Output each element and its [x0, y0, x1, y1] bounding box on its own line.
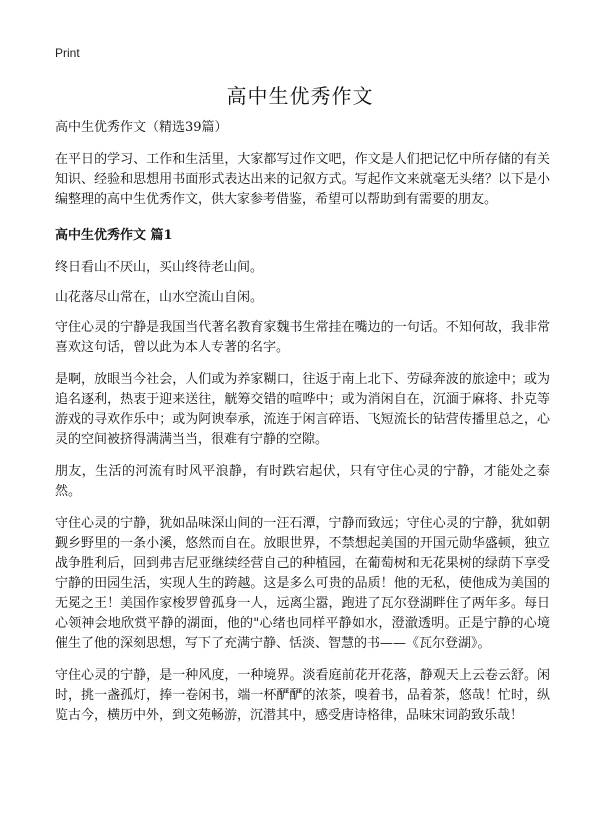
paragraph: 是啊，放眼当今社会，人们或为养家糊口，往返于南上北下、劳碌奔波的旅途中；或为追名逐利，热衷于迎来送往，觥筹交错的喧哗中；或为消闲自在，沉湎于麻将、扑克等游戏的寻欢作乐中；或为阿谀奉承，流连于闲言碎语、飞短流长的钻营传播里总之，心灵的空间被挤得满满当当，很难有宁静的空隙。 — [55, 372, 550, 447]
paragraph: 山花落尽山常在，山水空流山自闲。 — [55, 290, 264, 305]
paragraph: 朋友，生活的河流有时风平浪静，有时跌宕起伏，只有守住心灵的宁静，才能处之泰然。 — [55, 464, 550, 499]
paragraph: 守住心灵的宁静，犹如品味深山间的一汪石潭，宁静而致远；守住心灵的宁静，犹如朝觐乡野里的一条小溪，悠然而自在。放眼世界，不禁想起美国的开国元勋华盛顿，独立战争胜利后，回到弗吉尼亚继续经营自己的种植园，在葡萄树和无花果树的绿荫下享受宁静的田园生活，实现人生的跨越。这是多么可贵的品质！他的无私，使他成为美国的无冕之王！美国作家梭罗曾孤身一人，远离尘嚣，跑进了瓦尔登湖畔住了两年多。每日心领神会地欣赏平静的湖面，他的"心绪也同样平静如水，澄澈透明。正是宁静的心境催生了他的深刻思想，写下了充满宁静、恬淡、智慧的书——《瓦尔登湖》。 — [55, 516, 550, 651]
subtitle: 高中生优秀作文（精选39篇） — [55, 120, 228, 135]
paragraph: 守住心灵的宁静，是一种风度，一种境界。淡看庭前花开花落，静观天上云卷云舒。闲时，挑一盏孤灯，捧一卷闲书，端一杯酽酽的浓茶，嗅着书，品着茶，悠哉！忙时，纵览古今，横历中外，到文苑畅游，沉潜其中，感受唐诗格律，品味宋词韵致乐哉！ — [55, 668, 550, 723]
paragraph: 守住心灵的宁静是我国当代著名教育家魏书生常挂在嘴边的一句话。不知何故，我非常喜欢这句话，曾以此为本人专著的名字。 — [55, 320, 550, 355]
intro-paragraph: 在平日的学习、工作和生活里，大家都写过作文吧，作文是人们把记忆中所存储的有关知识、经验和思想用书面形式表达出来的记叙方式。写起作文来就毫无头绪？以下是小编整理的高中生优秀作文，供大家参考借鉴，希望可以帮助到有需要的朋友。 — [55, 152, 550, 207]
print-label: Print — [55, 46, 80, 60]
paragraph: 终日看山不厌山，买山终待老山间。 — [55, 260, 264, 275]
section-heading: 高中生优秀作文 篇1 — [55, 228, 173, 243]
page-title: 高中生优秀作文 — [226, 84, 374, 108]
document-body — [55, 118, 550, 738]
